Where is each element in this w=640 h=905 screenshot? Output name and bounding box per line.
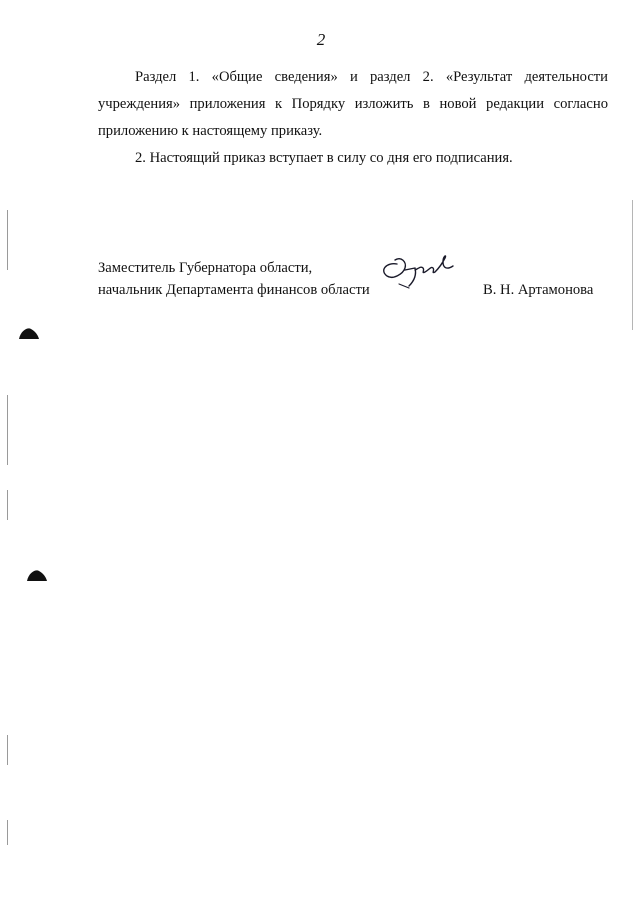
signatory-position-line-1: Заместитель Губернатора области,: [98, 260, 313, 276]
signatory-position-line-2: начальник Департамента финансов области: [98, 282, 370, 298]
body-text: [98, 64, 608, 172]
scan-edge-line: [7, 820, 8, 845]
scan-edge-line: [7, 210, 8, 270]
scan-edge-line: [7, 395, 8, 465]
page-number: 2: [316, 30, 326, 49]
hole-punch-mark-lower: [26, 568, 48, 582]
handwritten-signature: [375, 248, 465, 294]
signatory-position: [98, 257, 370, 301]
scan-edge-line: [7, 735, 8, 765]
signatory-name: В. Н. Артамонова: [483, 282, 594, 298]
paragraph-section-amendment: Раздел 1. «Общие сведения» и раздел 2. «Результат деятельности учреждения» приложения к Порядку изложить в новой редакции согласно приложению к настоящему приказу.: [98, 69, 608, 139]
paragraph-effective-date: 2. Настоящий приказ вступает в силу со дня его подписания.: [135, 150, 513, 166]
scan-edge-line-right: [632, 200, 633, 330]
hole-punch-mark-upper: [18, 326, 40, 340]
scan-edge-line: [7, 490, 8, 520]
